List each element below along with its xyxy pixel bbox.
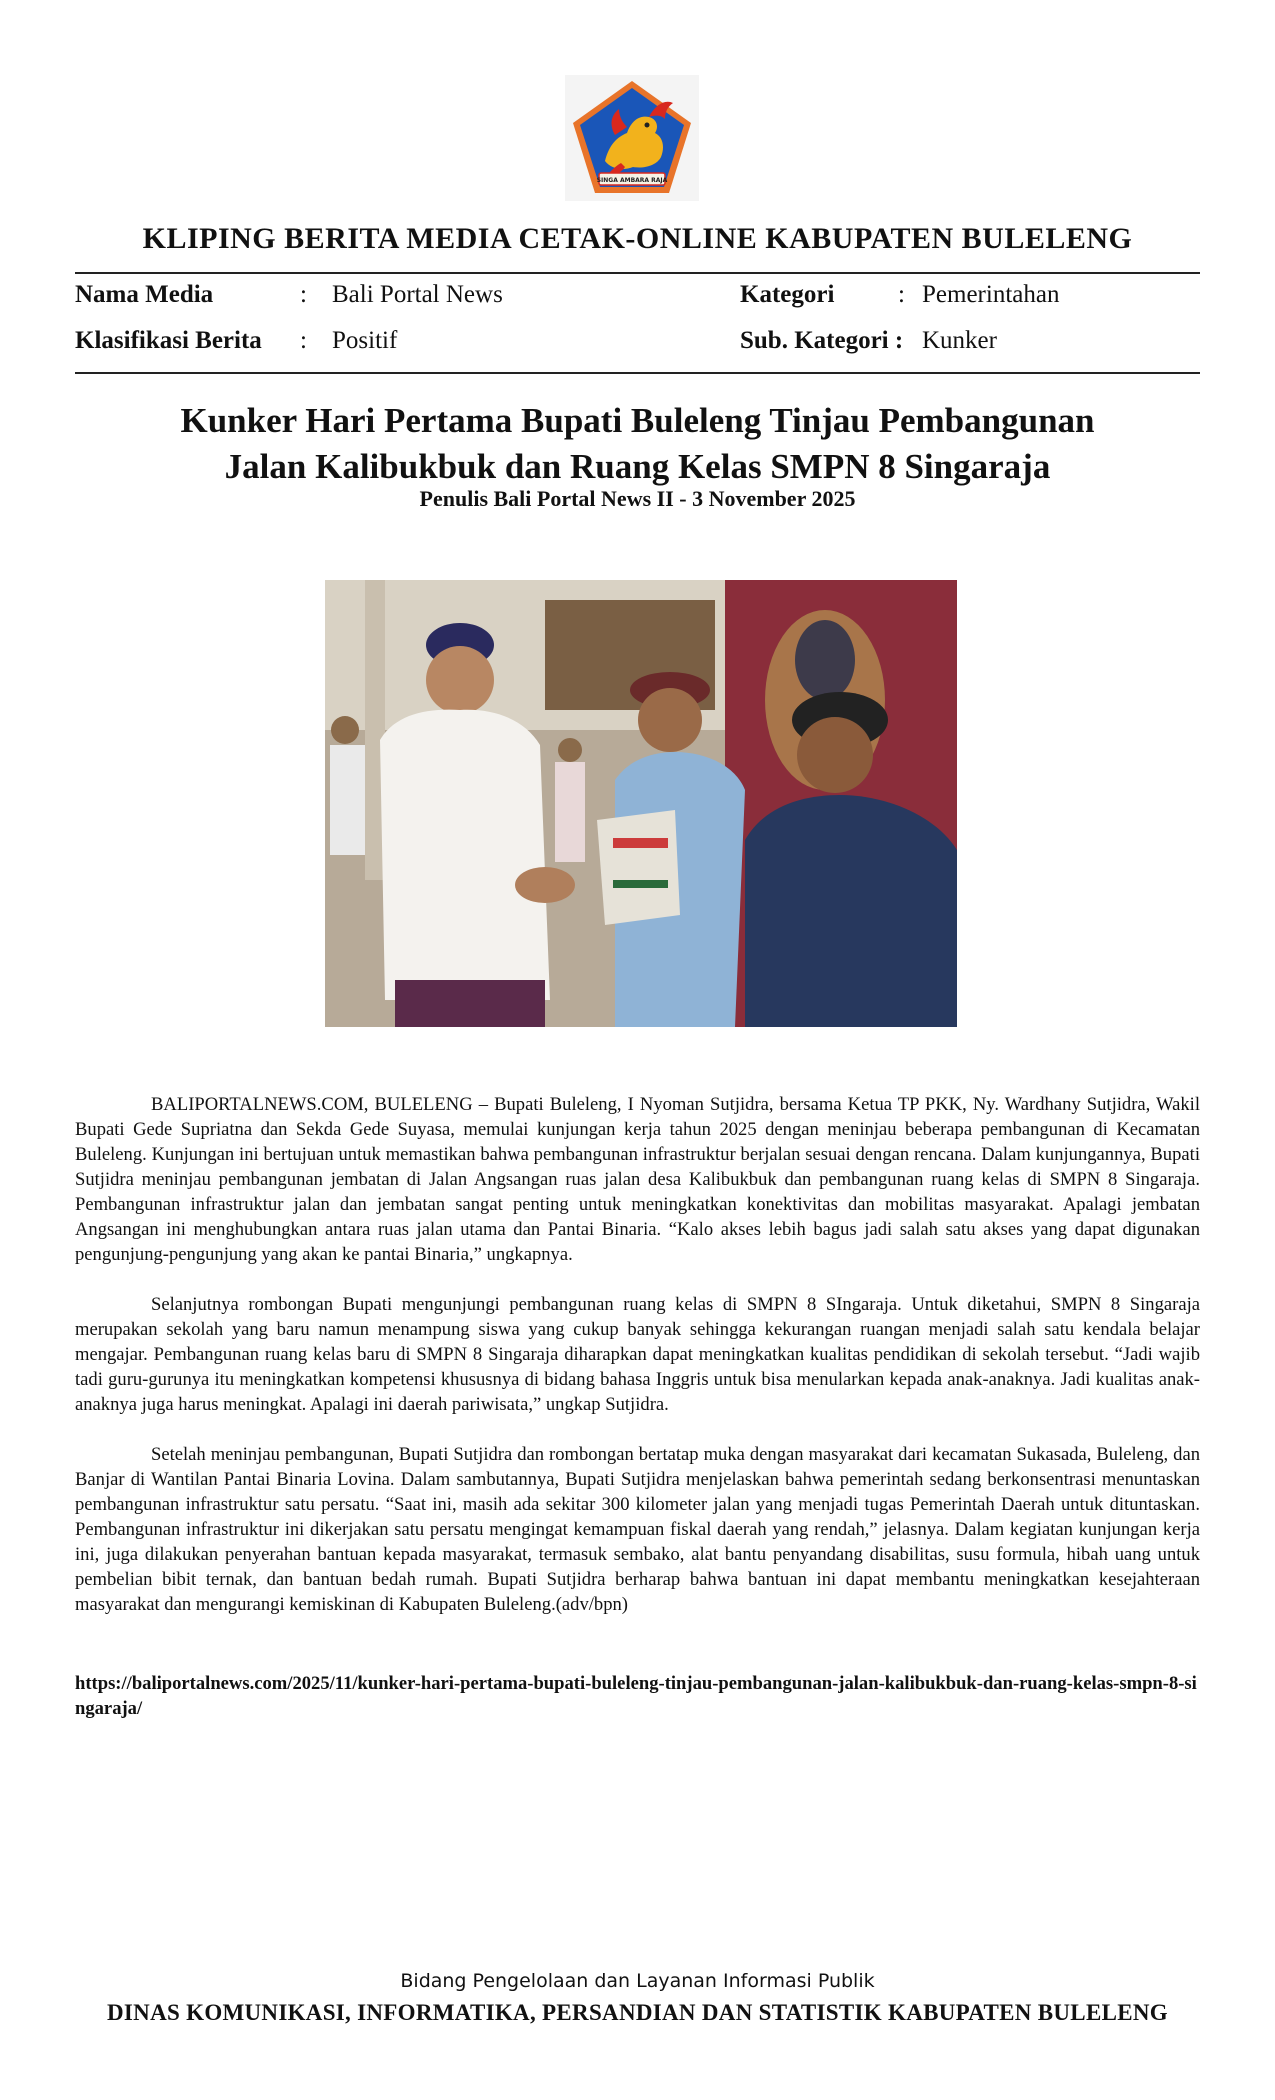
subcategory-label: Sub. Kategori : [740,327,904,354]
media-name-value: Bali Portal News [332,281,503,308]
article-body [75,1092,1200,1642]
article-title-line2: Jalan Kalibukbuk dan Ruang Kelas SMPN 8 Singaraja [224,447,1051,486]
article-paragraph: Selanjutnya rombongan Bupati mengunjungi pembangunan ruang kelas di SMPN 8 SIngaraja. Untuk diketahui, SMPN 8 Singaraja merupakan sekolah yang baru namun menampung siswa yang cukup banyak sehingga kekurangan ruangan menjadi salah satu kendala belajar mengajar. Pembangunan ruang kelas baru di SMPN 8 Singaraja diharapkan dapat meningkatkan kualitas pendidikan di sekolah tersebut. “Jadi wajib tadi guru-gurunya itu meningkatkan kompetensi khususnya di bidang bahasa Inggris untuk bisa menularkan kepada anak-anaknya. Jadi kualitas anak-anaknya juga harus meningkat. Apalagi ini daerah pariwisata,” ungkap Sutjidra. [75,1294,1200,1415]
media-name-label: Nama Media [75,281,214,308]
header-bottom-rule [75,372,1200,374]
article-title [75,398,1200,490]
article-title-line1: Kunker Hari Pertama Bupati Buleleng Tinjau Pembangunan [180,401,1095,440]
header-top-rule [75,272,1200,274]
buleleng-emblem-logo [565,75,699,201]
category-label: Kategori [740,281,835,308]
subcategory-value: Kunker [922,327,997,354]
classification-label: Klasifikasi Berita [75,327,262,354]
classification-value: Positif [332,327,398,354]
article-paragraph: Setelah meninjau pembangunan, Bupati Sutjidra dan rombongan bertatap muka dengan masyarakat dari kecamatan Sukasada, Buleleng, dan Banjar di Wantilan Pantai Binaria Lovina. Dalam sambutannya, Bupati Sutjidra menjelaskan bahwa pemerintah sedang berkonsentrasi menuntaskan pembangunan infrastruktur satu persatu. “Saat ini, masih ada sekitar 300 kilometer jalan yang menjadi tugas Pemerintah Daerah untuk dituntaskan. Pembangunan infrastruktur ini dikerjakan satu persatu mengingat kemampuan fiskal daerah yang rendah,” jelasnya. Dalam kegiatan kunjungan kerja ini, juga dilakukan penyerahan bantuan kepada masyarakat, termasuk sembako, alat bantu penyandang disabilitas, susu formula, hibah uang untuk pembelian bibit ternak, dan bantuan bedah rumah. Bupati Sutjidra berharap bahwa bantuan ini dapat membantu meningkatkan kesejahteraan masyarakat dan mengurangi kemiskinan di Kabupaten Buleleng.(adv/bpn) [75,1444,1200,1615]
classification-separator: : [300,327,307,354]
category-value: Pemerintahan [922,281,1060,308]
category-separator: : [898,281,905,308]
article-source-link[interactable]: https://baliportalnews.com/2025/11/kunker-hari-pertama-bupati-buleleng-tinjau-pembangunan-jalan-kalibukbuk-dan-ruang-kelas-smpn-8-singaraja/ [75,1673,1197,1719]
article-photo [325,580,957,1027]
footer-subtitle: Bidang Pengelolaan dan Layanan Informasi Publik [400,1970,875,1992]
article-paragraph: BALIPORTALNEWS.COM, BULELENG – Bupati Buleleng, I Nyoman Sutjidra, bersama Ketua TP PKK, Ny. Wardhany Sutjidra, Wakil Bupati Gede Supriatna dan Sekda Gede Suyasa, memulai kunjungan kerja tahun 2025 dengan meninjau beberapa pembangunan di Kecamatan Buleleng. Kunjungan ini bertujuan untuk memastikan bahwa pembangunan infrastruktur berjalan sesuai dengan rencana. Dalam kunjungannya, Bupati Sutjidra meninjau pembangunan jembatan di Jalan Angsangan ruas jalan desa Kalibukbuk dan pembangunan ruang kelas di SMPN 8 Singaraja. Pembangunan infrastruktur jalan dan jembatan sangat penting untuk meningkatkan konektivitas dan mobilitas masyarakat. Apalagi jembatan Angsangan ini menghubungkan antara ruas jalan utama dan Pantai Binaria. “Kalo akses lebih bagus jadi salah satu akses yang dapat digunakan pengunjung-pengunjung yang akan ke pantai Binaria,” ungkapnya. [75,1094,1200,1265]
footer-title: DINAS KOMUNIKASI, INFORMATIKA, PERSANDIAN DAN STATISTIK KABUPATEN BULELENG [107,2000,1168,2025]
media-name-separator: : [300,281,307,308]
document-header-title: KLIPING BERITA MEDIA CETAK-ONLINE KABUPATEN BULELENG [142,222,1133,255]
emblem-motto-text: SINGA AMBARA RAJA [596,177,668,184]
article-byline: Penulis Bali Portal News II - 3 November 2025 [419,486,856,511]
